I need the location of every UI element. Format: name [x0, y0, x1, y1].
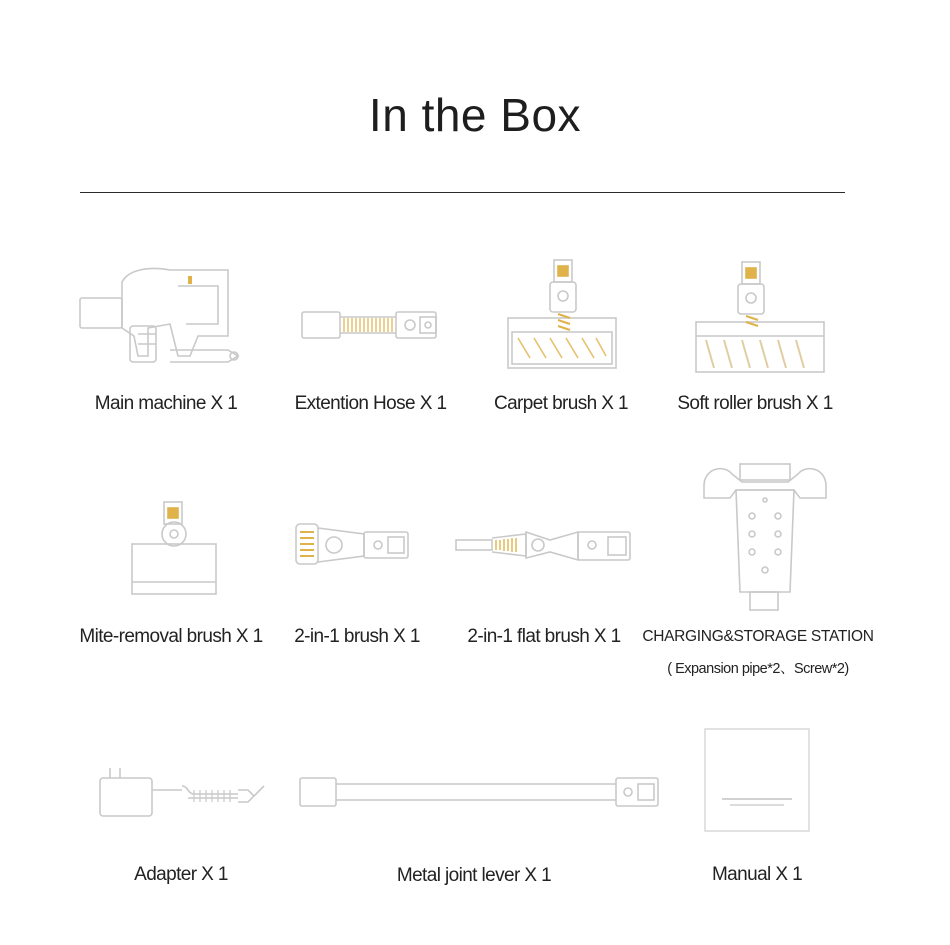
mite-removal-brush-icon: [128, 500, 220, 596]
extension-hose-icon: [300, 308, 450, 344]
item-label: Adapter X 1: [134, 864, 228, 885]
item-sublabel: ( Expansion pipe*2、Screw*2): [667, 661, 849, 677]
item-label: 2-in-1 brush X 1: [294, 626, 420, 647]
item-label: 2-in-1 flat brush X 1: [467, 626, 621, 647]
item-label: Metal joint lever X 1: [396, 865, 552, 886]
title-divider: [80, 192, 845, 193]
manual-icon: [704, 728, 810, 832]
adapter-icon: [98, 764, 270, 818]
item-label: CHARGING&STORAGE STATION: [642, 628, 874, 645]
two-in-one-flat-brush-icon: [454, 522, 636, 568]
main-machine-icon: [78, 264, 250, 374]
item-label: Carpet brush X 1: [493, 393, 629, 414]
metal-joint-lever-icon: [298, 774, 660, 810]
item-label: Mite-removal brush X 1: [79, 626, 263, 647]
item-label: Manual X 1: [711, 864, 803, 885]
soft-roller-brush-icon: [694, 260, 826, 376]
carpet-brush-icon: [506, 258, 618, 372]
charging-station-icon: [702, 460, 828, 612]
item-label: Soft roller brush X 1: [677, 393, 833, 414]
item-label: Main machine X 1: [94, 393, 238, 414]
two-in-one-brush-icon: [294, 520, 414, 570]
item-label: Extention Hose X 1: [294, 393, 447, 414]
page-title: In the Box: [368, 89, 582, 141]
